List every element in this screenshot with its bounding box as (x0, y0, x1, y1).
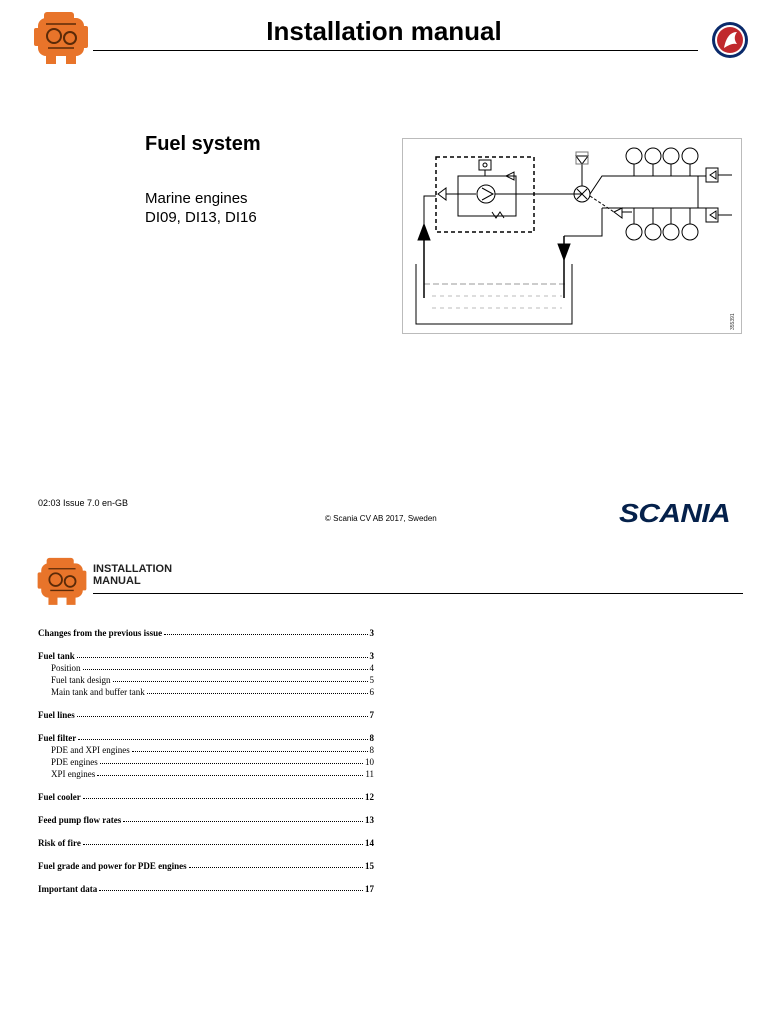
document-subtitle-line2: DI09, DI13, DI16 (145, 209, 257, 226)
toc-entry[interactable] (38, 743, 374, 755)
section-header-line1: INSTALLATION (93, 563, 173, 575)
toc-entry-page: 8 (369, 733, 374, 743)
toc-entry-page: 7 (369, 710, 374, 720)
toc-entry-page: 17 (365, 884, 374, 894)
toc-entry[interactable] (38, 626, 374, 638)
toc-leader-dots (164, 634, 367, 635)
toc-entry-title: Fuel grade and power for PDE engines (38, 861, 187, 871)
toc-leader-dots (77, 657, 368, 658)
scania-wordmark: SCANIA (619, 498, 731, 528)
toc-entry[interactable] (38, 859, 374, 871)
toc-entry-title: Fuel lines (38, 710, 75, 720)
section-header-rule (93, 593, 743, 594)
issue-info: 02:03 Issue 7.0 en-GB (38, 498, 129, 508)
toc-entry[interactable] (38, 649, 374, 661)
toc-entry-page: 12 (365, 792, 374, 802)
toc-entry-title: Important data (38, 884, 98, 894)
toc-leader-dots (189, 867, 363, 868)
toc-entry-title: Changes from the previous issue (38, 628, 163, 638)
toc-entry[interactable] (38, 731, 374, 743)
toc-entry[interactable] (38, 661, 374, 673)
toc-leader-dots (83, 669, 368, 670)
toc-leader-dots (100, 763, 363, 764)
table-of-contents (38, 626, 374, 894)
scania-griffin-badge-icon (710, 20, 750, 60)
copyright: © Scania CV AB 2017, Sweden (325, 514, 437, 523)
toc-entry-page: 13 (365, 815, 374, 825)
toc-entry-page: 5 (369, 675, 374, 685)
toc-entry-page: 8 (369, 745, 374, 755)
toc-entry-title: XPI engines (51, 769, 96, 779)
toc-entry[interactable] (38, 882, 374, 894)
diagram-id-label: 355391 (730, 313, 736, 330)
toc-leader-dots (132, 751, 368, 752)
toc-entry[interactable] (38, 836, 374, 848)
toc-entry[interactable] (38, 673, 374, 685)
section-header-label (93, 563, 172, 587)
toc-leader-dots (78, 739, 367, 740)
toc-entry-title: Risk of fire (38, 838, 81, 848)
toc-entry-page: 4 (369, 663, 374, 673)
toc-entry-title: Fuel cooler (38, 792, 81, 802)
header-rule (93, 50, 698, 51)
toc-entry[interactable] (38, 755, 374, 767)
toc-entry[interactable] (38, 790, 374, 802)
toc-entry-page: 14 (365, 838, 374, 848)
toc-leader-dots (83, 798, 363, 799)
toc-entry-page: 3 (369, 628, 374, 638)
toc-leader-dots (99, 890, 363, 891)
toc-entry-page: 6 (369, 687, 374, 697)
document-subtitle-line1: Marine engines (145, 190, 248, 207)
toc-entry[interactable] (38, 767, 374, 779)
engine-logo (34, 553, 90, 608)
toc-entry-title: Feed pump flow rates (38, 815, 122, 825)
header-title: Installation manual (266, 16, 502, 46)
toc-entry[interactable] (38, 708, 374, 720)
toc-entry-title: PDE and XPI engines (51, 745, 130, 755)
toc-leader-dots (123, 821, 363, 822)
toc-entry-page: 3 (369, 651, 374, 661)
toc-entry[interactable] (38, 685, 374, 697)
toc-entry-title: Fuel tank (38, 651, 75, 661)
toc-leader-dots (113, 681, 368, 682)
toc-entry[interactable] (38, 813, 374, 825)
document-title: Fuel system (145, 133, 261, 155)
toc-entry-page: 11 (365, 769, 374, 779)
toc-leader-dots (147, 693, 368, 694)
toc-entry-title: Position (51, 663, 81, 673)
section-header-line2: MANUAL (93, 575, 141, 587)
toc-leader-dots (83, 844, 363, 845)
toc-leader-dots (97, 775, 363, 776)
fuel-system-diagram (402, 138, 742, 334)
toc-leader-dots (77, 716, 368, 717)
toc-entry-title: Fuel filter (38, 733, 77, 743)
toc-entry-page: 10 (365, 757, 374, 767)
toc-entry-title: PDE engines (51, 757, 98, 767)
toc-entry-title: Fuel tank design (51, 675, 111, 685)
toc-entry-title: Main tank and buffer tank (51, 687, 145, 697)
toc-entry-page: 15 (365, 861, 374, 871)
